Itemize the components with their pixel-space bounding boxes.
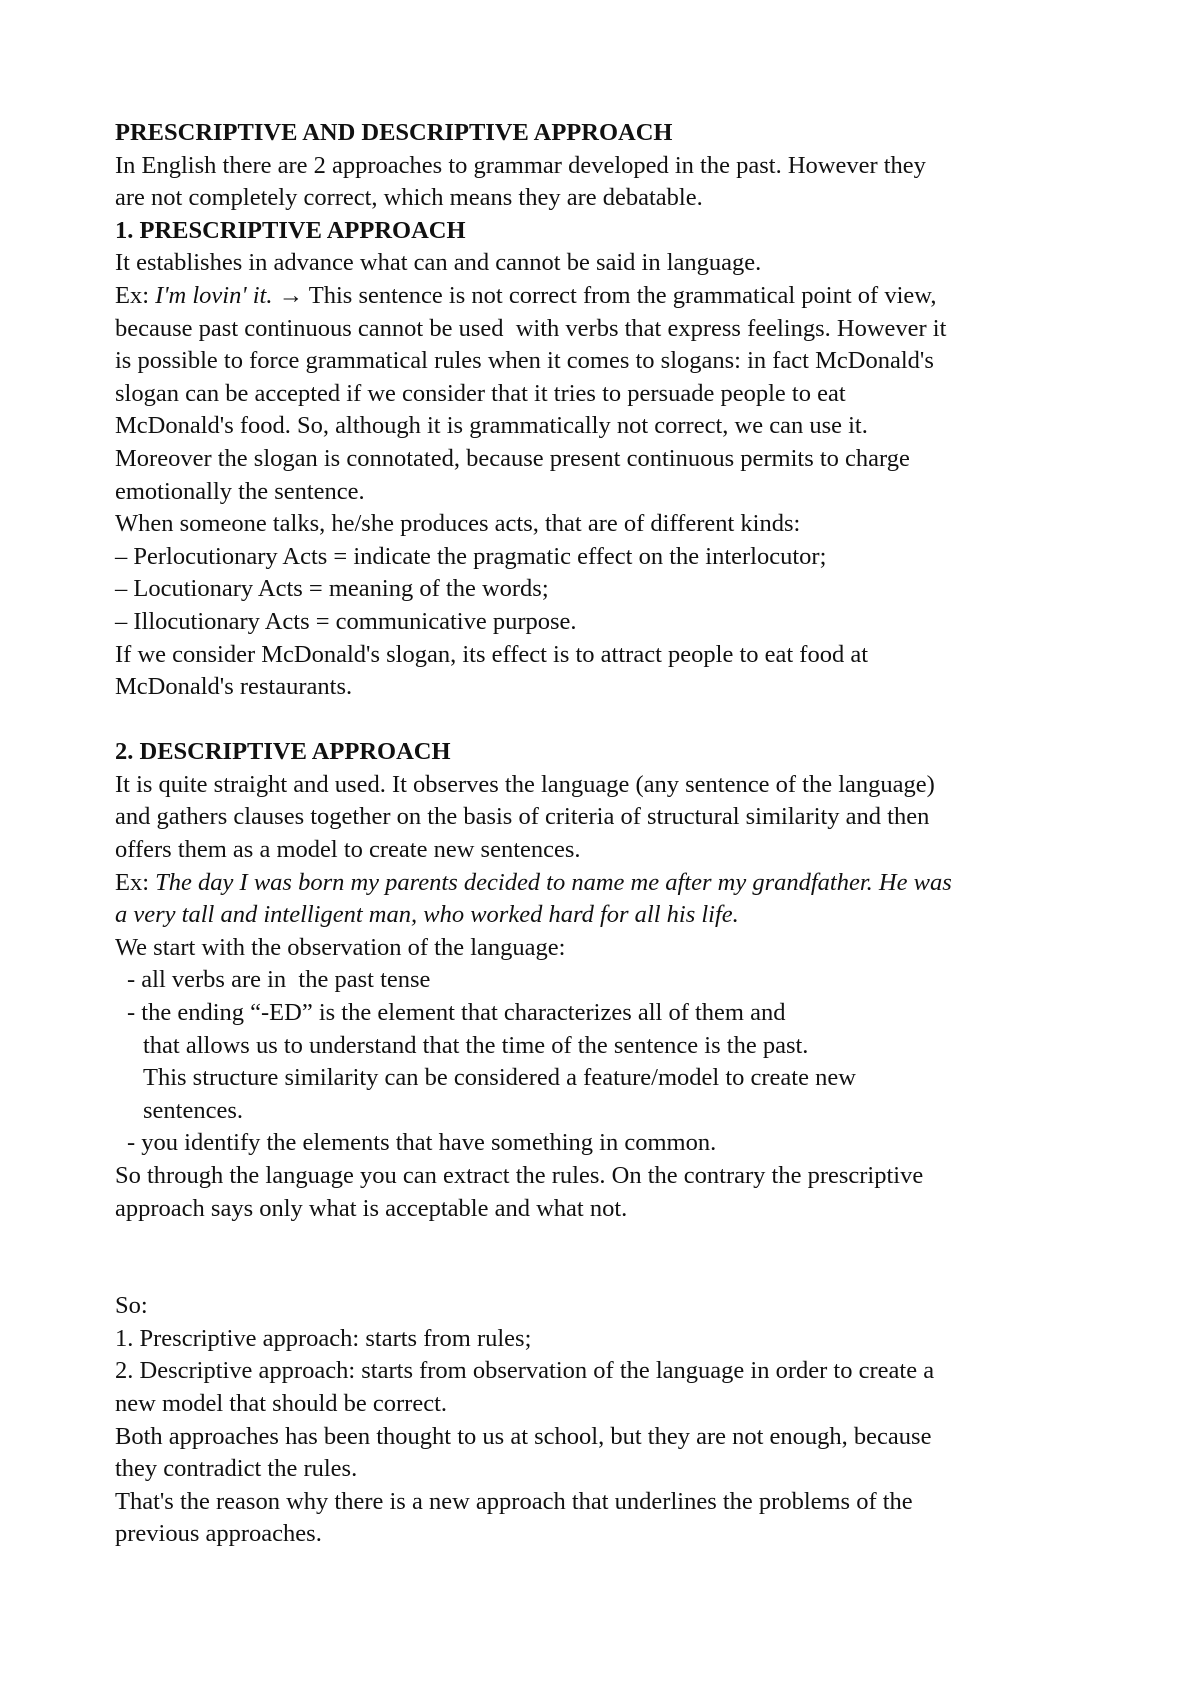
paragraph-line: emotionally the sentence.	[115, 477, 365, 505]
list-item-continuation: that allows us to understand that the time of the sentence is the past.	[143, 1031, 809, 1059]
list-item: – Perlocutionary Acts = indicate the pragmatic effect on the interlocutor;	[115, 542, 827, 570]
example-line	[115, 867, 1095, 900]
summary-line: 1. Prescriptive approach: starts from rules;	[115, 1324, 532, 1352]
summary-line: Both approaches has been thought to us at school, but they are not enough, because	[115, 1422, 932, 1450]
list-item: – Illocutionary Acts = communicative purpose.	[115, 607, 577, 635]
summary-line: they contradict the rules.	[115, 1455, 358, 1483]
blank-line	[115, 704, 1095, 737]
example-label: Ex:	[115, 868, 156, 896]
paragraph-line: because past continuous cannot be used with verbs that express feelings. However it	[115, 314, 947, 342]
paragraph-line: It establishes in advance what can and cannot be said in language.	[115, 249, 762, 277]
list-item: - you identify the elements that have something in common.	[127, 1129, 717, 1157]
paragraph-line: slogan can be accepted if we consider that it tries to persuade people to eat	[115, 379, 846, 407]
example-slogan: I'm lovin' it.	[155, 281, 273, 309]
paragraph-line: Moreover the slogan is connotated, because present continuous permits to charge	[115, 444, 910, 472]
example-explanation: → This sentence is not correct from the grammatical point of view,	[272, 281, 937, 309]
paragraph-line: and gathers clauses together on the basis of criteria of structural similarity and then	[115, 803, 930, 831]
example-sentence: The day I was born my parents decided to name me after my grandfather. He was	[155, 868, 952, 896]
summary-line: new model that should be correct.	[115, 1389, 448, 1417]
example-sentence: a very tall and intelligent man, who worked hard for all his life.	[115, 901, 739, 929]
intro-line: In English there are 2 approaches to grammar developed in the past. However they	[115, 151, 926, 179]
document-page	[115, 117, 1095, 1551]
list-item: - all verbs are in the past tense	[127, 966, 431, 994]
paragraph-line: is possible to force grammatical rules when it comes to slogans: in fact McDonald's	[115, 347, 934, 375]
paragraph-line: McDonald's restaurants.	[115, 673, 353, 701]
paragraph-line: So through the language you can extract the rules. On the contrary the prescriptive	[115, 1162, 924, 1189]
example-line	[115, 280, 1095, 313]
list-item: - the ending “-ED” is the element that characterizes all of them and	[127, 999, 786, 1027]
paragraph-line: When someone talks, he/she produces acts, that are of different kinds:	[115, 510, 801, 538]
list-item: – Locutionary Acts = meaning of the words;	[115, 575, 549, 603]
paragraph-line: McDonald's food. So, although it is grammatically not correct, we can use it.	[115, 412, 868, 440]
example-label: Ex:	[115, 281, 156, 309]
list-item-continuation: sentences.	[143, 1096, 243, 1124]
paragraph-line: It is quite straight and used. It observes the language (any sentence of the language)	[115, 770, 935, 798]
paragraph-line: offers them as a model to create new sentences.	[115, 836, 581, 864]
paragraph-line: If we consider McDonald's slogan, its effect is to attract people to eat food at	[115, 640, 869, 668]
paragraph-line: approach says only what is acceptable and what not.	[115, 1194, 628, 1222]
summary-intro: So:	[115, 1292, 148, 1320]
list-item-continuation: This structure similarity can be considered a feature/model to create new	[143, 1064, 856, 1092]
summary-line: previous approaches.	[115, 1520, 322, 1548]
section-heading-prescriptive: 1. PRESCRIPTIVE APPROACH	[115, 216, 466, 244]
summary-line: That's the reason why there is a new approach that underlines the problems of the	[115, 1487, 913, 1515]
blank-space	[115, 1225, 1095, 1290]
paragraph-line: We start with the observation of the language:	[115, 933, 566, 961]
summary-line: 2. Descriptive approach: starts from observation of the language in order to create a	[115, 1357, 935, 1385]
document-title: PRESCRIPTIVE AND DESCRIPTIVE APPROACH	[115, 119, 673, 146]
intro-line: are not completely correct, which means they are debatable.	[115, 184, 703, 212]
section-heading-descriptive: 2. DESCRIPTIVE APPROACH	[115, 738, 451, 766]
